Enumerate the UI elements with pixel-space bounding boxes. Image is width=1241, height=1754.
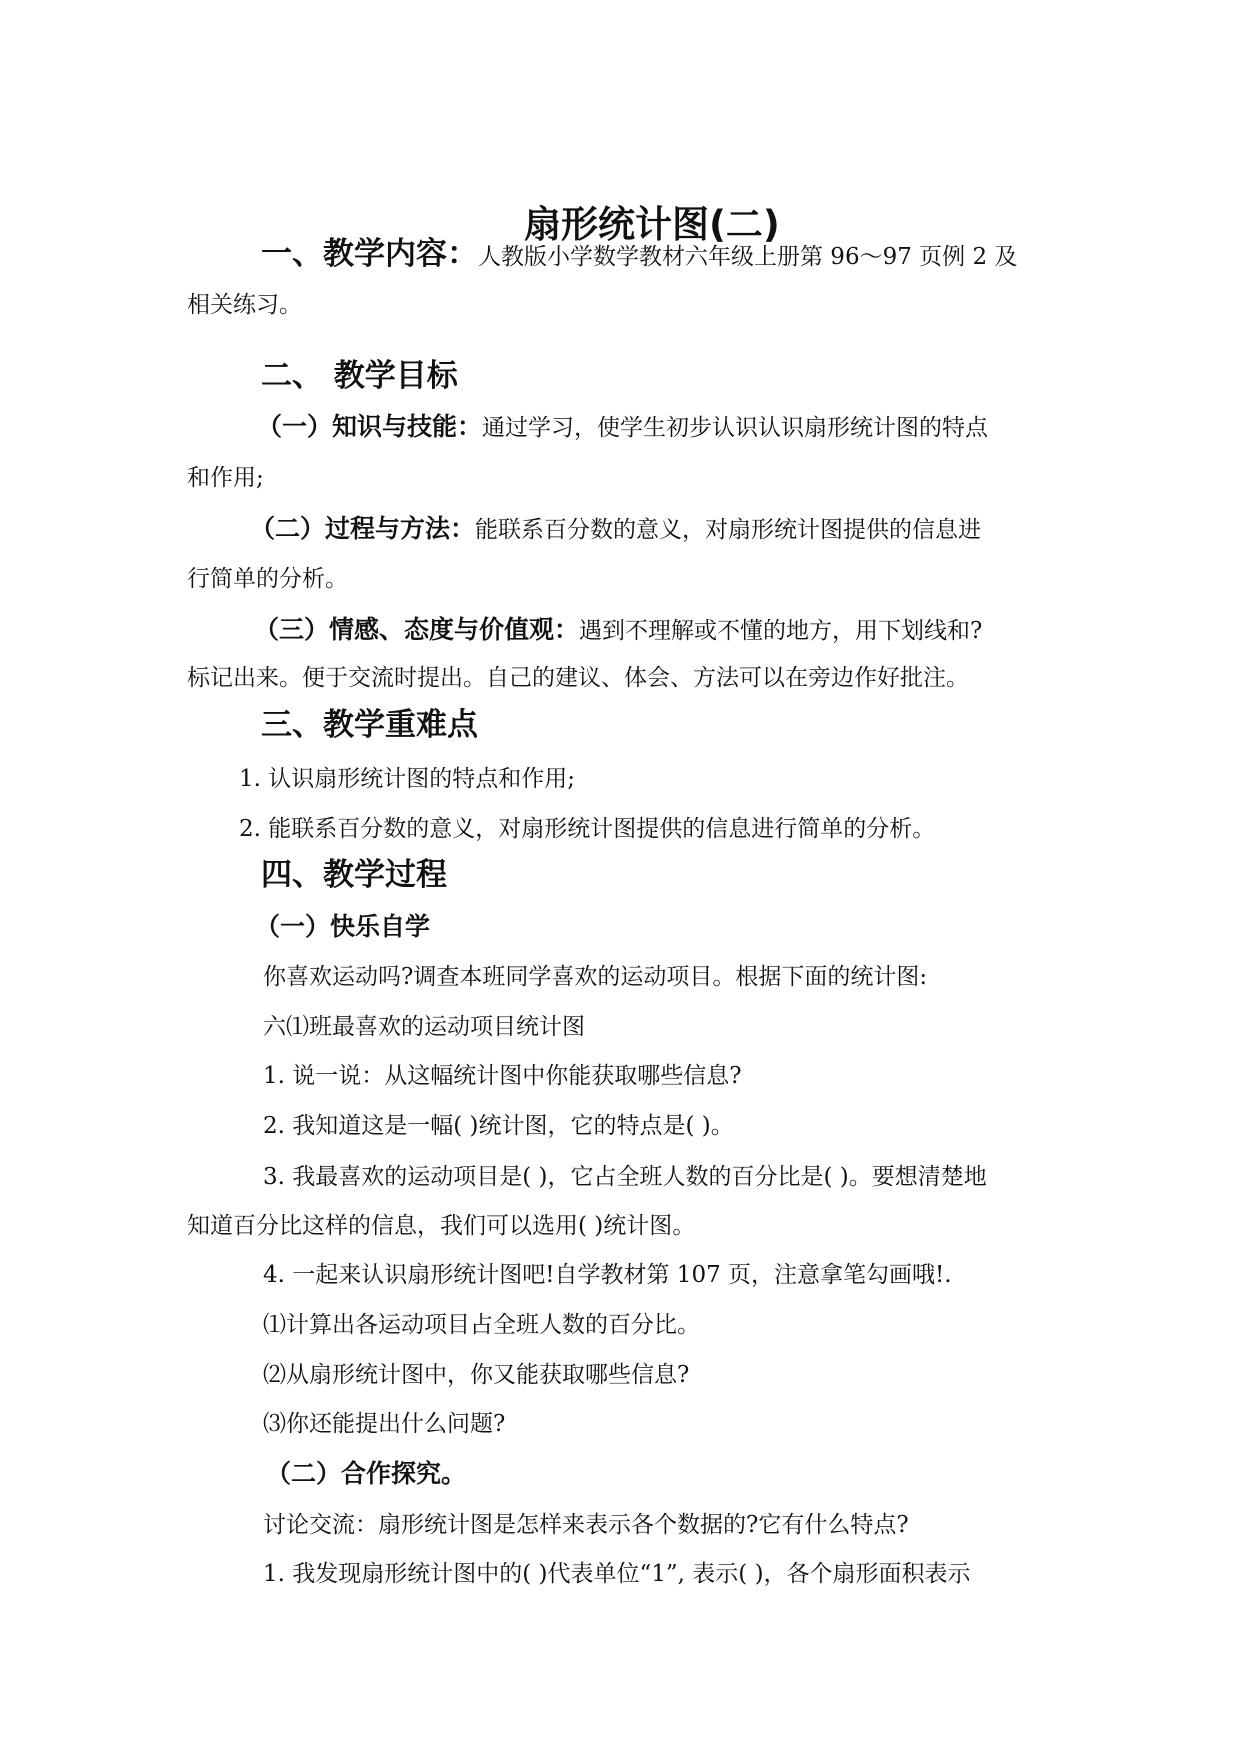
question-4-c: ⑶你还能提出什么问题? <box>263 1411 506 1437</box>
goal-3-line-2: 标记出来。便于交流时提出。自己的建议、体会、方法可以在旁边作好批注。 <box>187 665 969 691</box>
paragraph-discussion: 讨论交流：扇形统计图是怎样来表示各个数据的?它有什么特点? <box>263 1512 909 1538</box>
subsection-1-heading: （一）快乐自学 <box>255 912 431 941</box>
goal-1-line-1 <box>257 414 988 440</box>
question-3-line-1: 3. 我最喜欢的运动项目是( )，它占全班人数的百分比是( )。要想清楚地 <box>263 1164 987 1190</box>
section-4-heading: 四、教学过程 <box>261 857 447 893</box>
goal-2-line-2: 行简单的分析。 <box>187 566 348 592</box>
goal-2-line-1 <box>250 516 981 542</box>
section-1-heading: 一、教学内容： <box>261 236 478 272</box>
question-2: 2. 我知道这是一幅( )统计图，它的特点是( )。 <box>263 1113 734 1139</box>
section-1-line-1 <box>261 236 1018 272</box>
goal-1-text: 通过学习，使学生初步认识认识扇形统计图的特点 <box>482 415 989 441</box>
question-4: 4. 一起来认识扇形统计图吧!自学教材第 107 页，注意拿笔勾画哦!. <box>263 1262 952 1288</box>
chart-caption: 六⑴班最喜欢的运动项目统计图 <box>263 1014 585 1040</box>
paragraph-finding-1: 1. 我发现扇形统计图中的( )代表单位“1”, 表示( )，各个扇形面积表示 <box>263 1561 971 1587</box>
question-1: 1. 说一说：从这幅统计图中你能获取哪些信息? <box>263 1063 742 1089</box>
section-2-heading: 二、 教学目标 <box>261 358 458 394</box>
page-title: 扇形统计图(二) <box>524 203 780 246</box>
goal-1-label: （一）知识与技能： <box>257 412 483 441</box>
key-point-2: 2. 能联系百分数的意义，对扇形统计图提供的信息进行简单的分析。 <box>239 816 936 842</box>
paragraph-sports-survey: 你喜欢运动吗?调查本班同学喜欢的运动项目。根据下面的统计图: <box>263 964 928 990</box>
goal-3-label: （三）情感、态度与价值观： <box>254 615 580 644</box>
question-4-a: ⑴计算出各运动项目占全班人数的百分比。 <box>263 1312 700 1338</box>
section-1-line-2: 相关练习。 <box>187 292 302 318</box>
section-1-text: 人教版小学数学教材六年级上册第 96～97 页例 2 及 <box>478 244 1018 270</box>
question-3-line-2: 知道百分比这样的信息，我们可以选用( )统计图。 <box>187 1213 696 1239</box>
goal-3-line-1 <box>254 617 982 643</box>
question-4-b: ⑵从扇形统计图中，你又能获取哪些信息? <box>263 1362 690 1388</box>
section-3-heading: 三、教学重难点 <box>261 707 478 743</box>
goal-2-label: （二）过程与方法： <box>250 514 476 543</box>
goal-1-line-2: 和作用; <box>187 465 264 491</box>
key-point-1: 1. 认识扇形统计图的特点和作用; <box>239 766 576 792</box>
subsection-2-heading: （二）合作探究。 <box>266 1459 467 1488</box>
goal-3-text: 遇到不理解或不懂的地方，用下划线和? <box>579 618 983 644</box>
goal-2-text: 能联系百分数的意义，对扇形统计图提供的信息进 <box>475 517 982 543</box>
